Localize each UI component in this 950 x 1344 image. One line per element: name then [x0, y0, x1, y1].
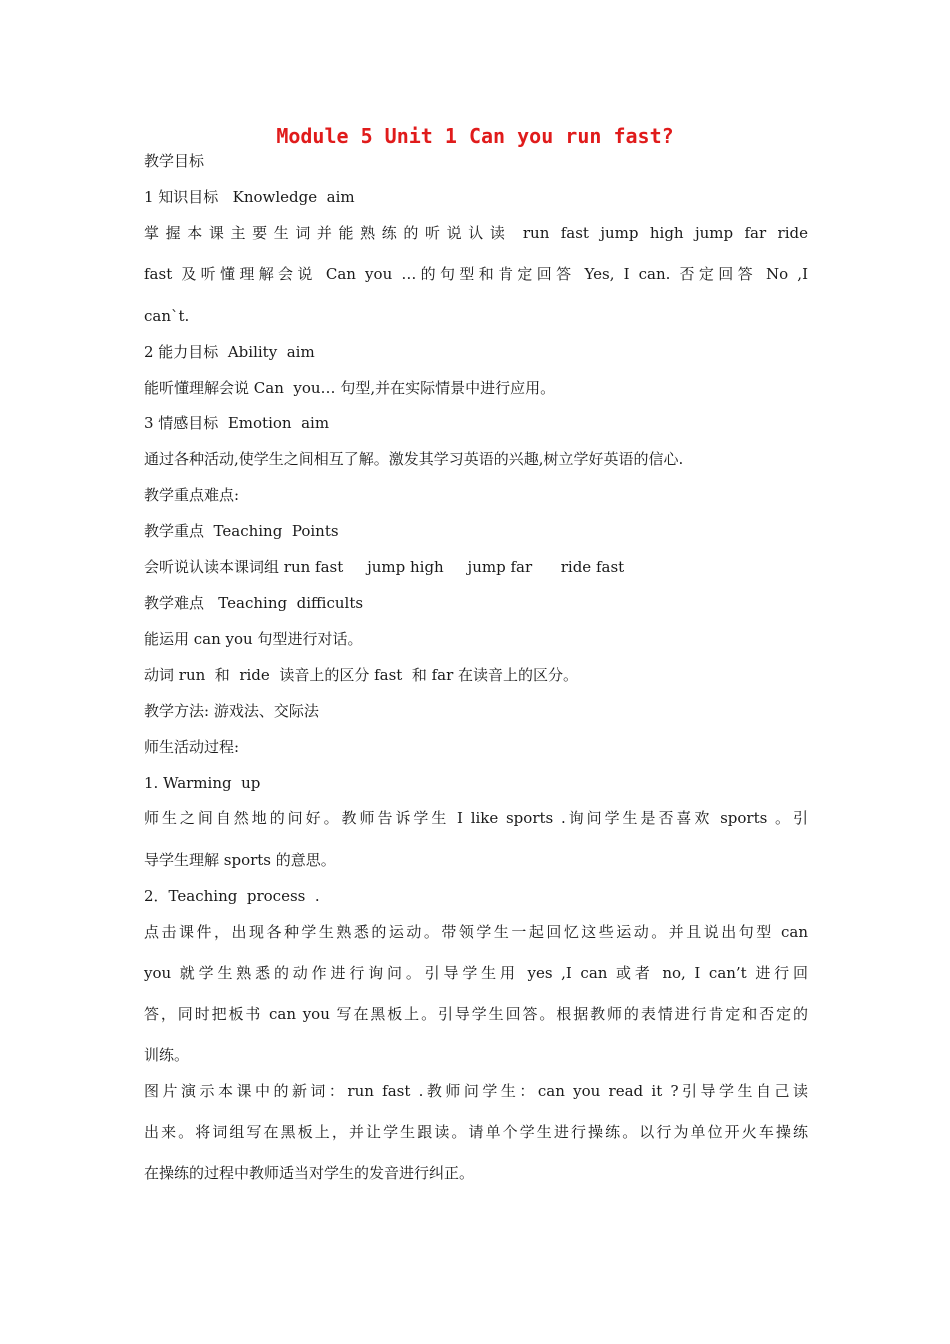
text-line: 3 情感目标 Emotion aim — [144, 414, 330, 432]
text-line: 能听懂理解会说 Can you… 句型,并在实际情景中进行应用。 — [144, 379, 556, 397]
text-line: 导学生理解 sports 的意思。 — [144, 851, 336, 869]
text-line: 师生之间自然地的问好。教师告诉学生 I like sports .询问学生是否喜欢 sports 。引 — [144, 809, 808, 827]
text-line: 答，同时把板书 can you 写在黑板上。引导学生回答。根据教师的表情进行肯定和否定的 — [144, 1005, 808, 1023]
text-line: 通过各种活动,使学生之间相互了解。激发其学习英语的兴趣,树立学好英语的信心. — [144, 450, 684, 468]
text-line: 动词 run 和 ride 读音上的区分 fast 和 far 在读音上的区分。 — [144, 666, 579, 684]
text-line: 点击课件，出现各种学生熟悉的运动。带领学生一起回忆这些运动。并且说出句型 can — [144, 923, 808, 941]
document-title: Module 5 Unit 1 Can you run fast? — [276, 124, 674, 148]
text-line: 在操练的过程中教师适当对学生的发音进行纠正。 — [144, 1164, 475, 1182]
text-line: 教学目标 — [144, 152, 205, 170]
text-line: 能运用 can you 句型进行对话。 — [144, 630, 363, 648]
text-line: 教学难点 Teaching difficults — [144, 594, 364, 612]
text-line: you 就学生熟悉的动作进行询问。引导学生用 yes ,I can 或者 no, I can’t 进行回 — [144, 964, 808, 982]
text-line: 教学方法: 游戏法、交际法 — [144, 702, 319, 720]
text-line: 教学重点 Teaching Points — [144, 522, 339, 540]
text-line: 训练。 — [144, 1046, 190, 1064]
text-line: 图片演示本课中的新词：run fast .教师问学生：can you read it ?引导学生自己读 — [144, 1082, 808, 1100]
text-line: fast 及听懂理解会说 Can you …的句型和肯定回答 Yes, I can. 否定回答 No ,I — [144, 265, 808, 283]
text-line: 会听说认读本课词组 run fast jump high jump far ride fast — [144, 558, 625, 576]
text-line: 出来。将词组写在黑板上，并让学生跟读。请单个学生进行操练。以行为单位开火车操练 — [144, 1123, 808, 1141]
text-line: 教学重点难点: — [144, 486, 240, 504]
text-line: 1. Warming up — [144, 774, 261, 792]
text-line: 掌握本课主要生词并能熟练的听说认读 run fast jump high jump far ride — [144, 224, 808, 242]
text-line: 2 能力目标 Ability aim — [144, 343, 315, 361]
text-line: 师生活动过程: — [144, 738, 240, 756]
text-line: 2．Teaching process . — [144, 887, 320, 905]
text-line: can`t. — [144, 307, 190, 325]
text-line: 1 知识目标 Knowledge aim — [144, 188, 355, 206]
